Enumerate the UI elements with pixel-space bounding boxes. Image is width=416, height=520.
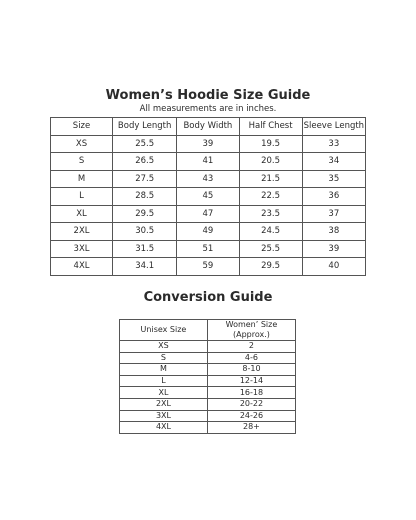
header-cell: Half Chest xyxy=(239,118,302,136)
table-cell: 37 xyxy=(302,205,365,223)
table-cell: 27.5 xyxy=(113,170,177,188)
table-cell: 8-10 xyxy=(207,364,295,376)
header-cell: Body Width xyxy=(177,118,239,136)
conversion-guide-table xyxy=(119,319,296,434)
table-cell: XS xyxy=(120,341,208,353)
table-cell: L xyxy=(51,188,113,206)
table-cell: 20-22 xyxy=(207,398,295,410)
table-cell: L xyxy=(120,375,208,387)
table-row xyxy=(51,188,366,206)
table-cell: 2XL xyxy=(120,398,208,410)
table-cell: 3XL xyxy=(51,240,113,258)
table-row xyxy=(51,223,366,241)
table-row xyxy=(120,352,296,364)
table-cell: XS xyxy=(51,135,113,153)
table-row xyxy=(51,205,366,223)
table-cell: 23.5 xyxy=(239,205,302,223)
header-cell: Women’ Size (Approx.) xyxy=(207,320,295,341)
table-cell: 39 xyxy=(302,240,365,258)
header-cell: Size xyxy=(51,118,113,136)
table-cell: 31.5 xyxy=(113,240,177,258)
table-cell: 30.5 xyxy=(113,223,177,241)
table-cell: 49 xyxy=(177,223,239,241)
table-cell: 4-6 xyxy=(207,352,295,364)
table-row xyxy=(51,258,366,276)
size-guide-title: Women’s Hoodie Size Guide xyxy=(105,88,311,103)
table-cell: 45 xyxy=(177,188,239,206)
table-cell: 28.5 xyxy=(113,188,177,206)
table-header-row xyxy=(51,118,366,136)
table-cell: 3XL xyxy=(120,410,208,422)
header-cell: Body Length xyxy=(113,118,177,136)
table-cell: 26.5 xyxy=(113,153,177,171)
table-cell: 21.5 xyxy=(239,170,302,188)
table-row xyxy=(120,364,296,376)
table-row xyxy=(120,410,296,422)
conversion-guide-title: Conversion Guide xyxy=(143,290,273,305)
table-cell: XL xyxy=(51,205,113,223)
table-cell: 51 xyxy=(177,240,239,258)
table-cell: 24-26 xyxy=(207,410,295,422)
size-guide-subtitle: All measurements are in inches. xyxy=(139,104,277,114)
table-cell: 12-14 xyxy=(207,375,295,387)
table-cell: 35 xyxy=(302,170,365,188)
table-row xyxy=(51,240,366,258)
table-cell: M xyxy=(51,170,113,188)
table-row xyxy=(120,375,296,387)
table-cell: 22.5 xyxy=(239,188,302,206)
table-cell: 2XL xyxy=(51,223,113,241)
table-row xyxy=(51,135,366,153)
table-cell: 25.5 xyxy=(113,135,177,153)
table-cell: 40 xyxy=(302,258,365,276)
table-cell: XL xyxy=(120,387,208,399)
table-cell: S xyxy=(51,153,113,171)
header-cell: Unisex Size xyxy=(120,320,208,341)
table-row xyxy=(120,387,296,399)
table-cell: 16-18 xyxy=(207,387,295,399)
table-cell: 47 xyxy=(177,205,239,223)
table-row xyxy=(120,422,296,434)
table-cell: 36 xyxy=(302,188,365,206)
table-row xyxy=(51,153,366,171)
table-header-row xyxy=(120,320,296,341)
table-cell: 19.5 xyxy=(239,135,302,153)
table-cell: 20.5 xyxy=(239,153,302,171)
table-cell: 4XL xyxy=(120,422,208,434)
header-cell: Sleeve Length xyxy=(302,118,365,136)
table-cell: 25.5 xyxy=(239,240,302,258)
table-cell: S xyxy=(120,352,208,364)
table-cell: 29.5 xyxy=(113,205,177,223)
table-cell: 29.5 xyxy=(239,258,302,276)
table-cell: 43 xyxy=(177,170,239,188)
table-cell: 39 xyxy=(177,135,239,153)
table-cell: 38 xyxy=(302,223,365,241)
table-cell: 4XL xyxy=(51,258,113,276)
table-cell: M xyxy=(120,364,208,376)
table-row xyxy=(120,341,296,353)
table-cell: 59 xyxy=(177,258,239,276)
table-cell: 28+ xyxy=(207,422,295,434)
table-cell: 2 xyxy=(207,341,295,353)
table-cell: 34.1 xyxy=(113,258,177,276)
size-guide-table xyxy=(50,117,366,276)
table-cell: 34 xyxy=(302,153,365,171)
table-row xyxy=(120,398,296,410)
table-cell: 41 xyxy=(177,153,239,171)
table-row xyxy=(51,170,366,188)
table-cell: 33 xyxy=(302,135,365,153)
table-cell: 24.5 xyxy=(239,223,302,241)
